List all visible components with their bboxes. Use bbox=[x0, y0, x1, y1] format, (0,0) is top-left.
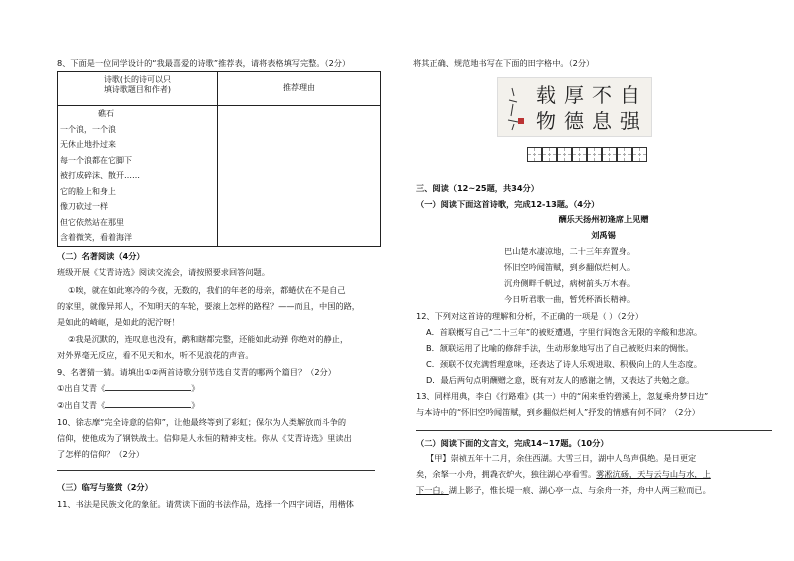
callig-char: 强 bbox=[620, 109, 640, 133]
callig-char: 自 bbox=[620, 83, 640, 107]
quote-2-line-2: 对外界毫无反应，看不见天和水，听不见浪花的声音。 bbox=[57, 350, 254, 360]
section-3-heading: （三）临写与鉴赏（2分） bbox=[57, 482, 153, 492]
wenyan-underlined-sentence: 雾凇沆砀，天与云与山与水，上 bbox=[596, 469, 711, 479]
quote-1-line-1: ①唉，就在如此寒冷的今夜，无数的，我们的年老的母亲，都蜷伏在不是自己 bbox=[68, 285, 346, 295]
callig-char: 德 bbox=[564, 109, 584, 133]
grid-cell[interactable] bbox=[557, 147, 572, 162]
section-2-intro: 班级开展《艾青诗选》阅读交流会，请按照要求回答问题。 bbox=[57, 267, 270, 277]
poem-line: 巴山楚水凄凉地，二十三年弃置身。 bbox=[504, 246, 636, 256]
table-reason-answer-cell[interactable] bbox=[218, 106, 381, 247]
section-2-heading: （二）名著阅读（4分） bbox=[57, 251, 145, 261]
quote-1-line-2: 的家里，就像异邦人，不知明天的车轮，要滚上怎样的路程？——而且，中国的路， bbox=[57, 301, 360, 311]
table-header-poem-line2: 填诗歌题目和作者) bbox=[103, 85, 172, 95]
poem-title: 礁石 bbox=[98, 109, 114, 118]
q9-answer-2-blank[interactable] bbox=[105, 400, 191, 408]
callig-char: 息 bbox=[592, 109, 612, 133]
grid-cell[interactable] bbox=[632, 147, 647, 162]
poem-line: 被打成碎沫、散开…… bbox=[60, 171, 140, 180]
tianzi-grid[interactable] bbox=[527, 147, 647, 162]
question-10-line-3: 了怎样的信仰？（2分） bbox=[57, 449, 145, 459]
wenyan-underlined-sentence-end: 下一白。 bbox=[416, 485, 449, 495]
quote-2-line-1: ②我是沉默的，连叹息也没有，鹬和瞎都完整，还能如此动弹 你绝对的静止， bbox=[68, 334, 349, 344]
question-11-continued: 将其正确、规范地书写在下面的田字格中。（2分） bbox=[413, 58, 595, 68]
grid-cell[interactable] bbox=[572, 147, 587, 162]
poem-line: 它的脸上和身上 bbox=[60, 186, 116, 196]
grid-cell[interactable] bbox=[527, 147, 542, 162]
table-header-poem-line1: 诗歌(长的诗可以只 bbox=[103, 75, 172, 84]
grid-cell[interactable] bbox=[602, 147, 617, 162]
q9-answer-2 bbox=[57, 400, 199, 411]
poem-title: 酬乐天扬州初逢席上见赠 bbox=[558, 214, 649, 224]
wenyan-line-3 bbox=[416, 485, 711, 496]
table-header-poem bbox=[58, 72, 218, 106]
callig-char: 载 bbox=[536, 83, 556, 107]
q10-answer-line[interactable] bbox=[57, 470, 375, 471]
question-10-line-1: 10、徐志摩“完全诗意的信仰”，让他最终等到了彩虹；保尔为人类解放而斗争的 bbox=[57, 417, 347, 427]
question-10-line-2: 信仰，使他成为了钢铁战士。信仰是人永恒的精神支柱。你从《艾青诗选》里读出 bbox=[57, 433, 352, 443]
wenyan-line-2-text: 矣，余拏一小舟，拥毳衣炉火，独往湖心亭看雪。 bbox=[416, 469, 597, 479]
table-poem-cell bbox=[58, 106, 218, 247]
wenyan-line-1: 【甲】崇祯五年十二月，余住西湖。大雪三日，湖中人鸟声俱绝。是日更定 bbox=[426, 453, 697, 463]
reading-sub-1-heading: （一）阅读下面这首诗歌，完成12-13题。（4分） bbox=[416, 199, 600, 209]
q12-option-a[interactable]: A．首联概写自己“二十三年”的被贬遭遇，字里行间饱含无限的辛酸和悲凉。 bbox=[426, 327, 703, 337]
q9-answer-1-prefix: ①出自艾青《 bbox=[57, 383, 106, 393]
grid-cell[interactable] bbox=[617, 147, 632, 162]
grid-cell[interactable] bbox=[542, 147, 557, 162]
question-12: 12、下列对这首诗的理解和分析，不正确的一项是（ ）（2分） bbox=[416, 311, 644, 321]
poem-line: 沉舟侧畔千帆过，病树前头万木春。 bbox=[504, 278, 636, 288]
wenyan-line-3-text: 湖上影子，惟长堤一痕、湖心亭一点、与余舟一芥，舟中人两三粒而已。 bbox=[448, 485, 711, 495]
poem-line: 但它依然站在那里 bbox=[60, 217, 124, 227]
poem-line: 今日听君歌一曲，暂凭杯酒长精神。 bbox=[504, 294, 636, 304]
question-8: 8、下面是一位同学设计的“我最喜爱的诗歌”推荐表，请将表格填写完整。（2分） bbox=[57, 58, 351, 68]
wenyan-line-2 bbox=[416, 469, 711, 480]
q13-answer-line[interactable] bbox=[416, 430, 772, 431]
q9-answer-1-blank[interactable] bbox=[105, 383, 191, 391]
calligraphy-artwork bbox=[497, 77, 652, 137]
q9-answer-1 bbox=[57, 383, 199, 394]
question-13-line-2: 与本诗中的“怀旧空吟闻笛赋，到乡翻似烂柯人”抒发的情感有何不同？（2分） bbox=[416, 407, 700, 417]
q9-answer-2-suffix: 》 bbox=[191, 400, 200, 410]
callig-char: 不 bbox=[592, 83, 612, 107]
q12-option-d[interactable]: D．最后两句点明酬赠之意，既有对友人的感谢之情，又表达了共勉之意。 bbox=[426, 375, 695, 385]
recommend-table bbox=[57, 71, 381, 247]
reading-sub-2-heading: （二）阅读下面的文言文，完成14~17题。（10分） bbox=[416, 438, 609, 448]
reading-section-heading: 三、阅读（12~25题，共34分） bbox=[416, 183, 539, 193]
question-9: 9、名著猜一猜。请填出①②两首诗歌分别节选自艾青的哪两个篇目？（2分） bbox=[57, 367, 336, 377]
poem-line: 像刀砍过一样 bbox=[60, 202, 108, 211]
callig-char: 物 bbox=[536, 109, 556, 133]
poem-line: 一个浪，一个浪 bbox=[60, 124, 116, 134]
poem-author: 刘禹锡 bbox=[591, 230, 616, 240]
poem-line: 含着微笑，看着海洋 bbox=[60, 233, 132, 242]
table-header-reason: 推荐理由 bbox=[218, 72, 381, 106]
q9-answer-1-suffix: 》 bbox=[191, 383, 200, 393]
question-13-line-1: 13、同样用典，李白《行路难》(其一）中的“闲来垂钓碧溪上，忽复乘舟梦日边” bbox=[416, 391, 709, 401]
question-11-line-1: 11、书法是民族文化的象征。请赏读下面的书法作品，选择一个四字词语，用楷体 bbox=[57, 499, 354, 509]
poem-line: 每一个浪都在它脚下 bbox=[60, 155, 132, 165]
q12-option-c[interactable]: C．颈联不仅充满哲理意味，还表达了诗人乐观进取、积极向上的人生态度。 bbox=[426, 359, 702, 369]
callig-char: 厚 bbox=[564, 83, 584, 107]
poem-line: 无休止地扑过来 bbox=[60, 140, 116, 149]
grid-cell[interactable] bbox=[587, 147, 602, 162]
q9-answer-2-prefix: ②出自艾青《 bbox=[57, 400, 106, 410]
q12-option-b[interactable]: B．颔联运用了比喻的修辞手法，生动形象地写出了自己被贬归来的惆怅。 bbox=[426, 343, 694, 353]
quote-1-line-3: 是如此的崎岖，是如此的泥泞呀！ bbox=[57, 317, 180, 327]
signature-seal bbox=[504, 86, 526, 132]
poem-line: 怀旧空吟闻笛赋，到乡翻似烂柯人。 bbox=[504, 262, 636, 272]
